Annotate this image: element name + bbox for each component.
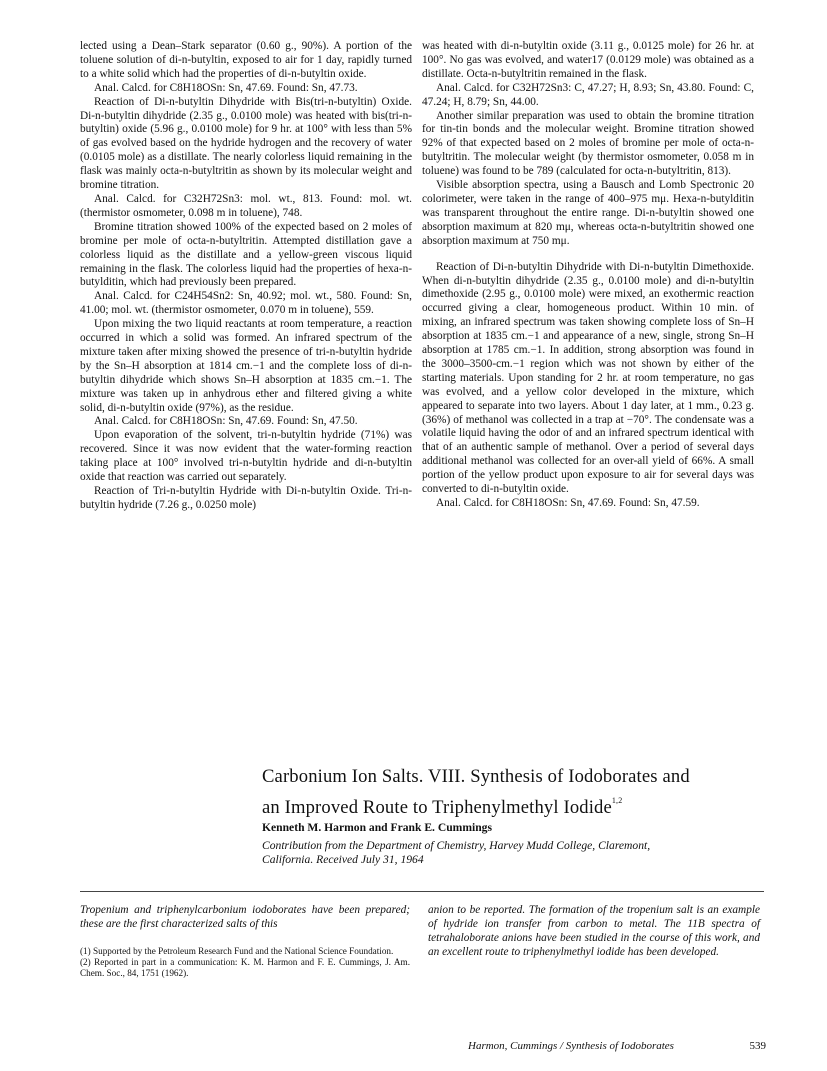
left-column [80,40,412,513]
paragraph: Anal. Calcd. for C8H18OSn: Sn, 47.69. Found: Sn, 47.73. [94,81,358,94]
paragraph: Reaction of Di-n-butyltin Dihydride with Di-n-butyltin Dimethoxide. When di-n-butyltin dihydride (2.35 g., 0.0100 mole) and di-n-butyltin dimethoxide (2.95 g., 0.0100 mole) were mixed, an exothermic reaction occurred giving a clear, homogeneous product. Within 10 min. of mixing, an infrared spectrum was taken showing complete loss of Sn–H absorption at 1835 cm.−1 and appearance of a new, single, strong Sn–H absorption at 1785 cm.−1. In addition, strong absorption was found in the 3000–3500-cm.−1 region which was not shown by either of the starting materials. Upon standing for 2 hr. at room temperature, no gas was evolved, and a yellow color developed in the mixture, which appeared to separate into two layers. About 1 day later, at 1 mm., 0.23 g. (36%) of methanol was collected in a trap at −70°. The condensate was a volatile liquid having the odor of and an infrared spectrum identical with that of an authentic sample of methanol. Over a period of several days additional methanol was collected for an over-all yield of 66%. A small portion of the yellow product upon exposure to air for several days was converted to di-n-butyltin oxide. [422,260,754,496]
paragraph: Bromine titration showed 100% of the expected based on 2 moles of bromine per mole of octa-n-butyltritin. Attempted distillation gave a colorless liquid as the distillate and a yellow-green viscous liquid remaining in the flask. The colorless liquid had the properties of hexa-n-butylditin, which had previously been prepared. [80,220,412,289]
paragraph: Anal. Calcd. for C8H18OSn: Sn, 47.69. Found: Sn, 47.50. [94,415,358,428]
abstract-right: anion to be reported. The formation of the tropenium salt is an example of hydride ion transfer from carbon to metal. The 11B spectra of tetrahaloborate anions have been studied in the course of this work, and an excellent route to triphenylmethyl iodide has been developed. [428,904,760,958]
paragraph: Reaction of Tri-n-butyltin Hydride with Di-n-butyltin Oxide. Tri-n-butyltin hydride (7.26 g., 0.0250 mole) [80,485,412,511]
right-column [422,40,754,511]
footnote: (1) Supported by the Petroleum Research Fund and the National Science Foundation. [80,946,394,956]
footnotes [80,946,410,980]
paragraph: was heated with di-n-butyltin oxide (3.11 g., 0.0125 mole) for 26 hr. at 100°. No gas was evolved, and water17 (0.0129 mole) was obtained as a distillate. Octa-n-butyltritin remained in the flask. [422,40,754,80]
page-number: 539 [749,1040,766,1052]
paragraph: Anal. Calcd. for C24H54Sn2: Sn, 40.92; mol. wt., 580. Found: Sn, 41.00; mol. wt. (thermistor osmometer, 0.070 m in toluene), 559. [80,290,412,317]
running-title: Harmon, Cummings / Synthesis of Iodoborates [468,1040,674,1052]
title-line-2-text: an Improved Route to Triphenylmethyl Iodide [262,797,612,818]
paragraph: Anal. Calcd. for C32H72Sn3: mol. wt., 813. Found: mol. wt. (thermistor osmometer, 0.098 m in toluene), 748. [80,192,412,219]
paragraph: Upon evaporation of the solvent, tri-n-butyltin hydride (71%) was recovered. Since it was now evident that the water-forming reaction taking place at 100° involved tri-n-butyltin hydride and di-n-butyltin oxide that reaction was carried out separately. [80,429,412,484]
title-footnote-ref: 1,2 [611,796,623,805]
paragraph: Upon mixing the two liquid reactants at room temperature, a reaction occurred in which a solid was formed. An infrared spectrum of the mixture taken after mixing showed the presence of tri-n-butyltin hydride by the Sn–H absorption at 1814 cm.−1 and the complete loss of di-n-butyltin dihydride which shows Sn–H absorption at 1835 cm.−1. The mixture was taken up in anhydrous ether and filtered giving a white solid, di-n-butyltin oxide (97%), as the residue. [80,318,412,414]
footnote: (2) Reported in part in a communication: K. M. Harmon and F. E. Cummings, J. Am. Chem. Soc., 84, 1751 (1962). [80,957,410,979]
paragraph: Anal. Calcd. for C8H18OSn: Sn, 47.69. Found: Sn, 47.59. [436,497,700,509]
paragraph: lected using a Dean–Stark separator (0.60 g., 90%). A portion of the toluene solution of di-n-butyltin, exposed to air for 1 day, rapidly turned to a white solid which had the properties of di-n-butyltin oxide. [80,40,412,80]
article-title [262,765,762,820]
abstract-left: Tropenium and triphenylcarbonium iodoborates have been prepared; these are the first characterized salts of this [80,904,410,930]
paragraph: Anal. Calcd. for C32H72Sn3: C, 47.27; H, 8.93; Sn, 43.80. Found: C, 47.24; H, 8.79; Sn, 44.00. [422,81,754,108]
paragraph: Reaction of Di-n-butyltin Dihydride with Bis(tri-n-butyltin) Oxide. Di-n-butyltin dihydride (2.35 g., 0.0100 mole) was heated with bis(tri-n-butyltin) oxide (5.96 g., 0.0100 mole) for 9 hr. at 100° with less than 5% of gas evolved based on the hydride hydrogen and the recovery of water (0.0105 mole) as a distillate. The nearly colorless liquid remaining in the flask was mainly octa-n-butyltritin as shown by its molecular weight and bromine titration. [80,95,412,192]
title-line-2 [262,789,762,820]
paragraph: Visible absorption spectra, using a Bausch and Lomb Spectronic 20 colorimeter, were taken in the range of 400–975 mμ. Hexa-n-butylditin was transparent throughout the entire range. Di-n-butyltin showed one absorption maximum at 820 mμ, whereas octa-n-butyltritin showed one absorption maximum at 750 mμ. [422,179,754,247]
authors: Kenneth M. Harmon and Frank E. Cummings [262,821,492,834]
title-line-1: Carbonium Ion Salts. VIII. Synthesis of Iodoborates and [262,766,690,787]
affiliation: Contribution from the Department of Chemistry, Harvey Mudd College, Claremont, California. Received July 31, 1964 [262,839,651,866]
running-footer [468,1040,766,1052]
paragraph: Another similar preparation was used to obtain the bromine titration for tin-tin bonds and the molecular weight. Bromine titration showed 92% of that expected based on 2 moles of bromine per mole of octa-n-butyltritin. The molecular weight (by thermistor osmometer, 0.058 m in toluene) was found to be 789 (calculated for octa-n-butyltritin, 813). [422,109,754,178]
abstract-divider [80,891,764,892]
